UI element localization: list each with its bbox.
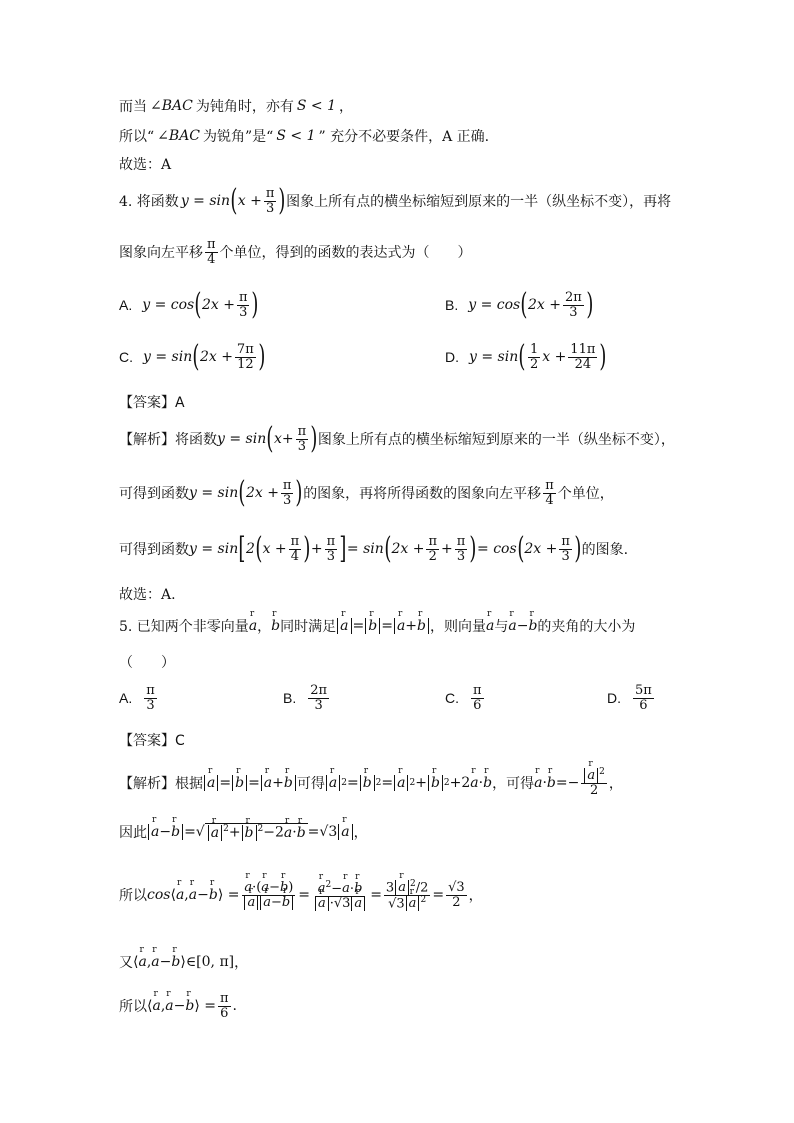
text: ，: [608, 775, 623, 792]
den: 24: [574, 356, 592, 372]
math-inequality: S < 1: [276, 128, 316, 144]
num: 7π: [236, 341, 254, 357]
paren: (: [518, 339, 526, 374]
text: ，: [257, 619, 272, 635]
den: 2: [452, 894, 461, 910]
text: 【解析】根据: [119, 775, 203, 792]
math: 2x +: [199, 349, 233, 365]
q5-solution-5: 所以 ⟨ r a , r a − r b ⟩ = $\frac{\pi}{6}$ .: [119, 992, 734, 1020]
text: 个单位，得到的函数的表达式为（ ）: [219, 245, 472, 262]
den: 3: [456, 548, 466, 564]
option-label: C.: [119, 349, 133, 365]
q5-solution-2: 因此 r a−r b =√ r a $^2$+r b $^2$−2r a·r b = √3 r a ，: [119, 822, 734, 842]
math: y = cos: [468, 297, 521, 313]
q5-paren: [119, 652, 734, 672]
sqrt-expr: r a $^2$+r b $^2$−2r a·r b: [205, 823, 308, 841]
text: ，: [338, 99, 353, 115]
math: y = sin: [189, 485, 239, 501]
fraction: [296, 425, 309, 453]
text: 可得到函数: [119, 486, 189, 502]
fraction: [633, 684, 654, 712]
text: 同时满足: [280, 619, 337, 635]
math: 2: [245, 541, 255, 557]
den: 3: [265, 200, 275, 216]
den: 3: [297, 438, 306, 454]
fraction: [455, 535, 468, 563]
den: 3: [569, 304, 578, 320]
text: 的夹角的大小为: [537, 619, 636, 635]
num: 11π: [570, 341, 596, 357]
num: π: [238, 289, 248, 305]
abs-a: r a: [394, 775, 408, 791]
paren: (: [230, 183, 238, 218]
q5-solution-4: 又 ⟨ r a , r a − r b ⟩ ∈[0, π] ，: [119, 952, 734, 972]
abs-a: r a: [204, 775, 218, 791]
den: 3: [283, 492, 292, 508]
fraction: [446, 881, 467, 909]
paren: (: [517, 531, 525, 566]
fraction: [289, 535, 302, 563]
num: π: [561, 533, 570, 549]
q4-solution-3: [119, 531, 734, 566]
abs-b: r b: [365, 618, 380, 634]
num: π: [146, 683, 155, 698]
fraction: [264, 187, 277, 215]
bracket: ]: [339, 531, 347, 566]
q5-option-d[interactable]: [607, 684, 656, 712]
option-label: D.: [445, 349, 459, 365]
num: 2π: [310, 683, 328, 698]
fraction: [559, 535, 572, 563]
den: 2: [428, 548, 437, 564]
q4-pick: [119, 584, 734, 604]
q4-option-c[interactable]: [119, 339, 266, 374]
text: （ ）: [119, 655, 175, 671]
math: 2x +: [527, 297, 561, 313]
fraction: [144, 684, 157, 712]
den: 3: [561, 548, 570, 564]
option-label: C.: [445, 690, 459, 707]
num: π: [282, 477, 292, 493]
paren: (: [266, 421, 274, 456]
vector-b: r b: [547, 775, 556, 791]
num: 2π: [564, 289, 582, 305]
num: π: [290, 533, 300, 549]
paren: ): [303, 531, 311, 566]
fraction: r $\frac{a ^2}{2}$: [581, 768, 607, 798]
fraction: [471, 684, 484, 712]
question-number: 4. 将函数: [119, 194, 179, 210]
math: x +: [542, 349, 567, 365]
text: 而当: [119, 99, 147, 115]
math-inequality: S < 1: [296, 98, 336, 114]
question-number: 5. 已知两个非零向量: [119, 619, 249, 635]
fraction: $\frac{3r a ^2/2}{√3r a ^2}$: [384, 880, 430, 911]
text: 可得: [296, 775, 325, 792]
paren: (: [384, 531, 392, 566]
math: y = cos: [142, 297, 195, 313]
paren: ): [469, 531, 477, 566]
num: 1: [529, 341, 539, 357]
q4-option-b[interactable]: [445, 287, 594, 322]
den: 4: [290, 548, 300, 564]
num: π: [545, 477, 554, 493]
paren: ): [599, 339, 607, 374]
num: 5π: [635, 683, 652, 698]
text: 可得到函数: [119, 542, 189, 558]
math: y = sin: [469, 349, 519, 365]
math-func: y = sin: [180, 193, 231, 209]
paren: ): [278, 183, 286, 218]
math: 2x +: [201, 297, 235, 313]
text: 与: [494, 619, 509, 635]
abs-b: r b: [428, 775, 443, 791]
fraction: [205, 238, 218, 266]
fraction: r a·(r a−r b) r ar a−r b: [241, 881, 296, 909]
text: .: [232, 998, 237, 1015]
den: 4: [545, 492, 554, 508]
paren: ): [586, 287, 594, 322]
num: √3: [448, 880, 465, 896]
num: π: [207, 237, 216, 252]
q4-option-a[interactable]: [119, 287, 259, 322]
text-line-2: [119, 126, 734, 146]
q5-solution-1: 【解析】根据 r a = r b = r a+r b 可得 r a 2 = r b 2 = r a 2 + r b 2 +2 r a · r b ，可得 r a · r b =− r $\frac{a ^2}{2}$ ，: [119, 768, 734, 798]
q5-answer: [119, 730, 734, 750]
den: 4: [207, 251, 216, 267]
text: 图象向左平移: [119, 245, 203, 262]
vector-a: r a: [508, 618, 516, 634]
abs-a-minus-b: r a−r b: [148, 824, 183, 840]
paren: (: [194, 287, 202, 322]
text: ，: [468, 888, 483, 905]
paren: (: [192, 339, 200, 374]
q4-solution-2: [119, 475, 734, 510]
fraction: [325, 535, 338, 563]
q4-stem: [119, 183, 734, 218]
math: =: [352, 618, 365, 634]
num: π: [456, 533, 466, 549]
math: =: [381, 618, 393, 634]
q4-solution-1: [119, 421, 734, 456]
option-label: D.: [607, 690, 621, 707]
num: π: [297, 423, 307, 439]
q5-option-c[interactable]: [445, 684, 486, 712]
abs-a: r a: [338, 824, 352, 840]
math: √3: [319, 824, 338, 840]
fraction: [218, 992, 231, 1020]
math: +: [310, 541, 323, 557]
math: 2x +: [245, 485, 279, 501]
paren: (: [255, 531, 263, 566]
math-cos: cos: [147, 887, 171, 904]
den: 2: [529, 356, 539, 372]
math: x +: [237, 193, 262, 209]
text: 所以: [119, 888, 147, 905]
text: 图象上所有点的横坐标缩短到原来的一半（纵坐标不变），再将: [286, 194, 672, 210]
num: π: [265, 185, 275, 201]
math: ∈[0, π]: [185, 954, 235, 970]
math: y = sin: [217, 431, 267, 447]
den: 3: [146, 697, 155, 713]
option-label: B.: [445, 297, 459, 313]
vector-a: r a: [249, 618, 257, 634]
math: 2x +: [391, 541, 425, 557]
text: 故选：A: [119, 157, 172, 173]
text: 的图象，再将所得函数的图象向左平移: [303, 486, 542, 502]
fraction: [237, 291, 250, 319]
math: y = sin: [143, 349, 193, 365]
fraction: [563, 291, 584, 319]
bracket: [: [238, 531, 246, 566]
den: 6: [473, 697, 482, 713]
fraction: [528, 343, 540, 371]
math: = cos: [477, 541, 517, 557]
text: ，: [353, 825, 368, 841]
paren: (: [520, 287, 528, 322]
math-angle: ∠BAC: [150, 98, 193, 114]
q5-option-a[interactable]: [119, 684, 159, 712]
paren: ): [295, 475, 303, 510]
text: 个单位，: [557, 486, 614, 502]
text: ” 充分不必要条件，A 正确.: [318, 129, 490, 145]
text: 所以: [119, 999, 147, 1016]
text-line-3: [119, 154, 734, 174]
answer: 【答案】C: [119, 733, 185, 749]
abs-a-plus-b: r a+r b: [394, 618, 429, 634]
math: 2x +: [524, 541, 558, 557]
abs-b: r b: [360, 775, 375, 791]
paren: ): [310, 421, 318, 456]
q4-stem-2: [119, 238, 734, 266]
vector-a: r a: [534, 775, 542, 791]
paren: ): [258, 339, 266, 374]
fraction: r $a^2-r$ a·r b r a ·√3r a: [312, 881, 368, 911]
den: 12: [237, 356, 254, 372]
num: π: [220, 991, 229, 1006]
den: 6: [220, 1005, 229, 1021]
abs-a: r a: [337, 618, 351, 634]
den: 3: [239, 304, 248, 320]
text: 【解析】将函数: [119, 432, 217, 448]
text: ，可得: [492, 775, 535, 792]
q4-option-d[interactable]: [445, 339, 607, 374]
num: π: [326, 533, 336, 549]
math: x+: [273, 431, 294, 447]
text: ，: [234, 955, 249, 971]
text: 为锐角”是“: [203, 129, 274, 145]
text-line-1: [119, 96, 734, 116]
abs-a: r a: [326, 775, 340, 791]
abs-a-plus-b: r a+r b: [261, 775, 296, 791]
option-label: A.: [119, 690, 133, 707]
den: 2: [589, 782, 599, 798]
fraction: [568, 343, 597, 371]
den: 6: [639, 697, 648, 713]
text: 所以“: [119, 129, 155, 145]
text: 图象上所有点的横坐标缩短到原来的一半（纵坐标不变），: [317, 432, 675, 448]
text: 故选：A.: [119, 587, 176, 603]
math: x +: [262, 541, 287, 557]
vector-a: r a: [486, 618, 494, 634]
q4-answer: [119, 392, 734, 412]
option-label: A.: [119, 297, 133, 313]
option-label: B.: [283, 690, 297, 707]
den: 3: [326, 548, 336, 564]
math: = sin: [346, 541, 384, 557]
fraction: [281, 479, 294, 507]
q5-stem: 5. 已知两个非零向量 r a ， r b 同时满足 r a = r b = r a+r b ，则向量 r a 与 r a − r b 的夹角的大小为: [119, 616, 734, 636]
text: 又: [119, 955, 133, 971]
vector-b: r b: [528, 618, 537, 634]
fraction: [308, 684, 329, 712]
text: 因此: [119, 825, 147, 841]
abs-b: r b: [232, 775, 247, 791]
fraction: [426, 535, 439, 563]
num: π: [473, 683, 482, 698]
math-angle: ∠BAC: [157, 128, 201, 144]
paren: ): [574, 531, 582, 566]
num: π: [428, 533, 438, 549]
q5-solution-3: 所以 cos ⟨ r a , r a − r b ⟩ = r a·(r a−r b) r ar a−r b = r $a^2-r$ a·r b r a ·√3r a = $\frac{3r a ^2/2}{√3r a ^2}$ = $\frac{√3}{2}$ ，: [119, 880, 734, 911]
text: ，则向量: [430, 619, 486, 635]
vector-b: r b: [271, 618, 280, 634]
paren: ): [251, 287, 259, 322]
text: 的图象.: [581, 542, 629, 558]
text: 为钝角时，亦有: [195, 99, 294, 115]
fraction: [543, 479, 556, 507]
fraction: [235, 343, 256, 371]
q5-option-b[interactable]: [283, 684, 331, 712]
math: y = sin: [189, 541, 239, 557]
paren: (: [238, 475, 246, 510]
math: +: [441, 541, 453, 557]
answer: 【答案】A: [119, 395, 185, 411]
den: 3: [314, 697, 323, 713]
